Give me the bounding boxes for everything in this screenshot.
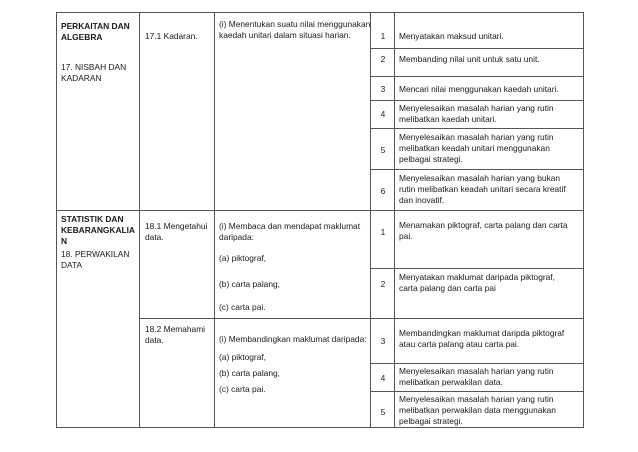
rule-row-s2-5 bbox=[370, 391, 583, 392]
learning-standard-item: (b) carta palang, bbox=[219, 368, 280, 378]
performance-descriptor: Menyatakan maksud unitari. bbox=[399, 31, 504, 41]
performance-descriptor: Menyelesaikan masalah harian yang bukan rutin melibatkan keadah unitari secara kreatif dan inovatif. bbox=[399, 173, 566, 205]
performance-descriptor: Membanding nilai unit untuk satu unit. bbox=[399, 54, 540, 64]
content-standard: 18.1 Mengetahui data. bbox=[145, 221, 208, 242]
rule-group-split bbox=[139, 318, 583, 319]
area-label: PERKAITAN DAN ALGEBRA bbox=[61, 21, 130, 42]
performance-level: 1 bbox=[380, 227, 386, 237]
performance-descriptor: Menyelesaikan masalah harian yang rutin melibatkan perwakilan data. bbox=[399, 366, 554, 387]
rule-row-4 bbox=[370, 100, 583, 101]
learning-standard-item: (c) carta pai. bbox=[219, 384, 266, 394]
performance-descriptor: Mencari nilai menggunakan kaedah unitari. bbox=[399, 84, 559, 94]
performance-level: 3 bbox=[380, 84, 386, 94]
col-line-4 bbox=[394, 12, 395, 428]
performance-level: 5 bbox=[380, 145, 386, 155]
rule-row-s2-2 bbox=[370, 268, 583, 269]
rule-top bbox=[56, 12, 583, 13]
content-standard: 18.2 Memahami data. bbox=[145, 324, 206, 345]
performance-level: 2 bbox=[380, 279, 386, 289]
topic-label: 17. NISBAH DAN KADARAN bbox=[61, 62, 127, 83]
col-line-1 bbox=[139, 12, 140, 428]
col-line-0 bbox=[56, 12, 57, 428]
area-label: STATISTIK DAN KEBARANGKALIA N bbox=[61, 214, 135, 246]
rule-section-split bbox=[56, 210, 583, 211]
performance-level: 1 bbox=[380, 31, 386, 41]
rule-row-2 bbox=[370, 48, 583, 49]
learning-standard: (i) Membandingkan maklumat daripada: bbox=[219, 334, 367, 344]
content-standard: 17.1 Kadaran. bbox=[145, 31, 198, 41]
performance-level: 3 bbox=[380, 336, 386, 346]
learning-standard-item: (b) carta palang, bbox=[219, 279, 280, 289]
col-line-3 bbox=[370, 12, 371, 428]
rule-row-3 bbox=[370, 76, 583, 77]
performance-descriptor: Menamakan piktograf, carta palang dan carta pai. bbox=[399, 220, 568, 241]
performance-level: 4 bbox=[380, 109, 386, 119]
learning-standard-item: (c) carta pai. bbox=[219, 302, 266, 312]
performance-level: 5 bbox=[380, 407, 386, 417]
learning-standard-item: (a) piktograf, bbox=[219, 253, 267, 263]
performance-level: 6 bbox=[380, 186, 386, 196]
performance-descriptor: Menyelesaikan masalah harian yang rutin melibatkan perwakilan data menggunakan pelbagai strategi. bbox=[399, 394, 556, 426]
learning-standard: (i) Membaca dan mendapat maklumat daripada: bbox=[219, 221, 361, 242]
learning-standard: (i) Menentukan suatu nilai menggunakan kaedah unitari dalam situasi harian. bbox=[219, 19, 371, 40]
col-line-5 bbox=[583, 12, 584, 428]
performance-level: 2 bbox=[380, 54, 386, 64]
performance-descriptor: Membandingkan maklumat daripda piktograf atau carta palang atau carta pai. bbox=[399, 328, 565, 349]
col-line-2 bbox=[214, 12, 215, 428]
performance-level: 4 bbox=[380, 373, 386, 383]
rule-row-5 bbox=[370, 128, 583, 129]
performance-descriptor: Menyelesaikan masalah harian yang rutin melibatkan kaedah unitari. bbox=[399, 103, 554, 124]
performance-descriptor: Menyatakan maklumat daripada piktograf, carta palang dan carta pai bbox=[399, 272, 555, 293]
learning-standard-item: (a) piktograf, bbox=[219, 352, 267, 362]
rule-row-6 bbox=[370, 169, 583, 170]
rule-row-s2-4 bbox=[370, 363, 583, 364]
rule-bottom bbox=[56, 427, 583, 428]
topic-label: 18. PERWAKILAN DATA bbox=[61, 249, 130, 270]
performance-descriptor: Menyelesaikan masalah harian yang rutin melibatkan keadah unitari menggunakan pelbagai strategi. bbox=[399, 132, 554, 164]
